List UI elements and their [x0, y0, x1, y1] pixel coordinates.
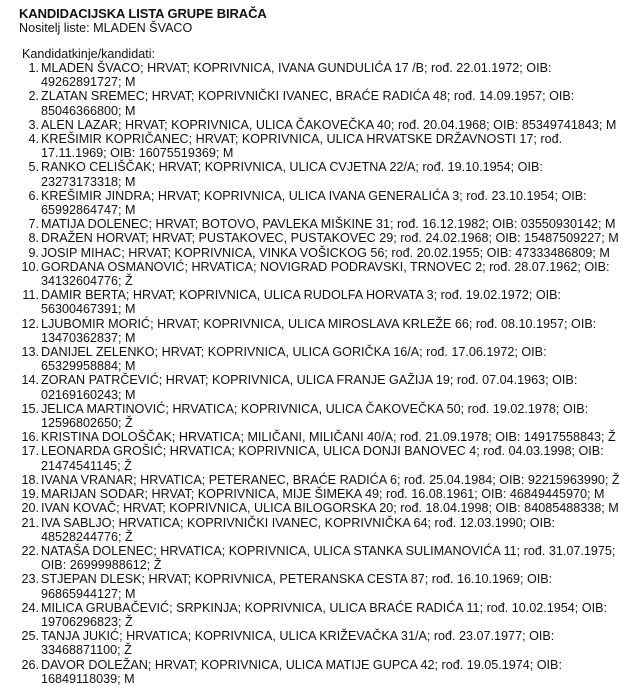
candidate-item [19, 658, 622, 686]
candidate-item [19, 516, 622, 544]
candidate-item [19, 231, 622, 245]
candidate-details: MILICA GRUBAČEVIĆ; SRPKINJA; KOPRIVNICA, ULICA BRAĆE RADIĆA 11; rođ. 10.02.1954; OIB: 19706296823; Ž [41, 600, 607, 629]
candidate-number: 26. [21, 657, 39, 672]
candidate-item [19, 61, 622, 89]
candidate-item [19, 444, 622, 472]
candidate-details: DAMIR BERTA; HRVAT; KOPRIVNICA, ULICA RUDOLFA HORVATA 3; rođ. 19.02.1972; OIB: 56300467391; M [41, 288, 562, 317]
candidate-item [19, 601, 622, 629]
candidate-number: 3. [28, 117, 39, 132]
candidate-item [19, 345, 622, 373]
candidate-item [19, 402, 622, 430]
candidate-number: 24. [21, 600, 39, 615]
candidate-details: DANIJEL ZELENKO; HRVAT; KOPRIVNICA, ULICA GORIČKA 16/A; rođ. 17.06.1972; OIB: 65329958884; M [41, 345, 547, 374]
candidate-number: 25. [21, 629, 39, 644]
candidate-details: ZORAN PATRČEVIĆ; HRVAT; KOPRIVNICA, ULICA FRANJE GAŽIJA 19; rođ. 07.04.1963; OIB: 02169160243; M [41, 373, 578, 402]
candidates-label: Kandidatkinje/kandidati: [22, 47, 156, 61]
candidate-number: 17. [21, 444, 39, 459]
candidate-item [19, 501, 622, 515]
candidate-number: 4. [28, 132, 39, 147]
candidate-item [19, 217, 622, 231]
candidate-number: 5. [28, 160, 39, 175]
candidate-details: JELICA MARTINOVIĆ; HRVATICA; KOPRIVNICA, ULICA ČAKOVEČKA 50; rođ. 19.02.1978; OIB: 12596802650; Ž [41, 401, 589, 431]
candidate-details: IVAN KOVAČ; HRVAT; KOPRIVNICA, ULICA BILOGORSKA 20; rođ. 18.04.1998; OIB: 84085488338; M [41, 501, 619, 516]
candidate-number: 8. [28, 231, 39, 246]
candidate-number: 14. [21, 373, 39, 388]
candidate-number: 13. [21, 345, 39, 360]
candidate-details: KREŠIMIR JINDRA; HRVAT; KOPRIVNICA, ULICA IVANA GENERALIĆA 3; rođ. 23.10.1954; OIB: 65992864747; M [41, 188, 587, 218]
candidate-number: 22. [21, 543, 39, 558]
candidate-details: MATIJA DOLENEC; HRVAT; BOTOVO, PAVLEKA MIŠKINE 31; rođ. 16.12.1982; OIB: 03550930142; M [41, 217, 616, 232]
candidate-details: IVA SABLJO; HRVATICA; KOPRIVNIČKI IVANEC, KOPRIVNIČKA 64; rođ. 12.03.1990; OIB: 48528244776; Ž [41, 515, 555, 544]
candidate-details: LJUBOMIR MORIĆ; HRVAT; KOPRIVNICA, ULICA MIROSLAVA KRLEŽE 66; rođ. 08.10.1957; OIB: 13470362837; M [41, 316, 597, 345]
candidate-details: DRAŽEN HORVAT; HRVAT; PUSTAKOVEC, PUSTAKOVEC 29; rođ. 24.02.1968; OIB: 15487509227; M [41, 231, 619, 246]
candidate-item [19, 317, 622, 345]
candidate-details: ALEN LAZAR; HRVAT; KOPRIVNICA, ULICA ČAKOVEČKA 40; rođ. 20.04.1968; OIB: 85349741843; M [41, 117, 617, 132]
candidate-number: 18. [21, 472, 39, 487]
candidate-list [19, 61, 628, 686]
candidate-number: 6. [28, 188, 39, 203]
candidate-details: ZLATAN SREMEC; HRVAT; KOPRIVNIČKI IVANEC, BRAĆE RADIĆA 48; rođ. 14.09.1957; OIB: 85046366800; M [41, 89, 575, 118]
candidate-details: DAVOR DOLEŽAN; HRVAT; KOPRIVNICA, ULICA MATIJE GUPCA 42; rođ. 19.05.1974; OIB: 16849118039; M [41, 657, 562, 686]
candidate-details: GORDANA OSMANOVIĆ; HRVATICA; NOVIGRAD PODRAVSKI, TRNOVEC 2; rođ. 28.07.1962; OIB: 34132604776; Ž [41, 259, 610, 289]
candidate-item [19, 487, 622, 501]
candidate-details: JOSIP MIHAC; HRVAT; KOPRIVNICA, VINKA VOŠICKOG 56; rođ. 20.02.1955; OIB: 47333486809; M [41, 245, 610, 260]
candidate-item [19, 288, 622, 316]
candidate-item [19, 118, 622, 132]
list-holder: Nositelj liste: MLADEN ŠVACO [19, 21, 193, 35]
candidate-item [19, 544, 622, 572]
candidate-number: 2. [28, 89, 39, 104]
candidate-item [19, 473, 622, 487]
candidate-item [19, 189, 622, 217]
document-title: KANDIDACIJSKA LISTA GRUPE BIRAČA [19, 6, 267, 21]
candidate-number: 7. [28, 217, 39, 232]
candidate-details: NATAŠA DOLENEC; HRVATICA; KOPRIVNICA, ULICA STANKA SULIMANOVIĆA 11; rođ. 31.07.1975; OIB: 26999988612; Ž [41, 543, 616, 573]
candidate-item [19, 160, 622, 188]
candidate-item [19, 373, 622, 401]
candidate-details: KRISTINA DOLOŠČAK; HRVATICA; MILIČANI, MILIČANI 40/A; rođ. 21.09.1978; OIB: 14917558843; Ž [41, 430, 616, 445]
candidate-number: 11. [22, 288, 39, 303]
candidate-number: 21. [21, 515, 39, 530]
candidate-number: 20. [21, 501, 39, 516]
candidate-number: 16. [21, 430, 39, 445]
candidate-number: 19. [21, 487, 39, 502]
candidate-item [19, 572, 622, 600]
candidate-details: STJEPAN DLESK; HRVAT; KOPRIVNICA, PETERANSKA CESTA 87; rođ. 16.10.1969; OIB: 96865944127; M [41, 572, 553, 601]
candidate-item [19, 260, 622, 288]
candidate-item [19, 629, 622, 657]
candidate-number: 10. [21, 259, 39, 274]
candidate-details: TANJA JUKIĆ; HRVATICA; KOPRIVNICA, ULICA KRIŽEVAČKA 31/A; rođ. 23.07.1977; OIB: 33468871100; Ž [41, 629, 555, 658]
candidate-item [19, 430, 622, 444]
candidate-item [19, 89, 622, 117]
candidate-details: MARIJAN SODAR; HRVAT; KOPRIVNICA, MIJE ŠIMEKA 49; rođ. 16.08.1961; OIB: 46849445970; M [41, 487, 605, 502]
candidate-details: KREŠIMIR KOPRIČANEC; HRVAT; KOPRIVNICA, ULICA HRVATSKE DRŽAVNOSTI 17; rođ. 17.11.1969; OIB: 16075519369; M [41, 132, 563, 161]
candidate-number: 12. [21, 316, 39, 331]
candidate-details: MLADEN ŠVACO; HRVAT; KOPRIVNICA, IVANA GUNDULIĆA 17 /B; rođ. 22.01.1972; OIB: 49262891727; M [41, 61, 552, 90]
candidate-number: 1. [28, 61, 39, 75]
candidate-number: 23. [21, 572, 39, 587]
candidate-details: RANKO CELIŠČAK; HRVAT; KOPRIVNICA, ULICA CVJETNA 22/A; rođ. 19.10.1954; OIB: 23273173318; M [41, 160, 543, 189]
candidate-item [19, 246, 622, 260]
candidate-item [19, 132, 622, 160]
candidate-details: LEONARDA GROŠIĆ; HRVATICA; KOPRIVNICA, ULICA DONJI BANOVEC 4; rođ. 04.03.1998; OIB: 21474541145; Ž [41, 444, 604, 473]
candidate-number: 9. [28, 245, 39, 260]
candidate-number: 15. [21, 401, 39, 416]
candidate-details: IVANA VRANAR; HRVATICA; PETERANEC, BRAĆE RADIĆA 6; rođ. 25.04.1984; OIB: 92215963990; Ž [41, 472, 620, 487]
